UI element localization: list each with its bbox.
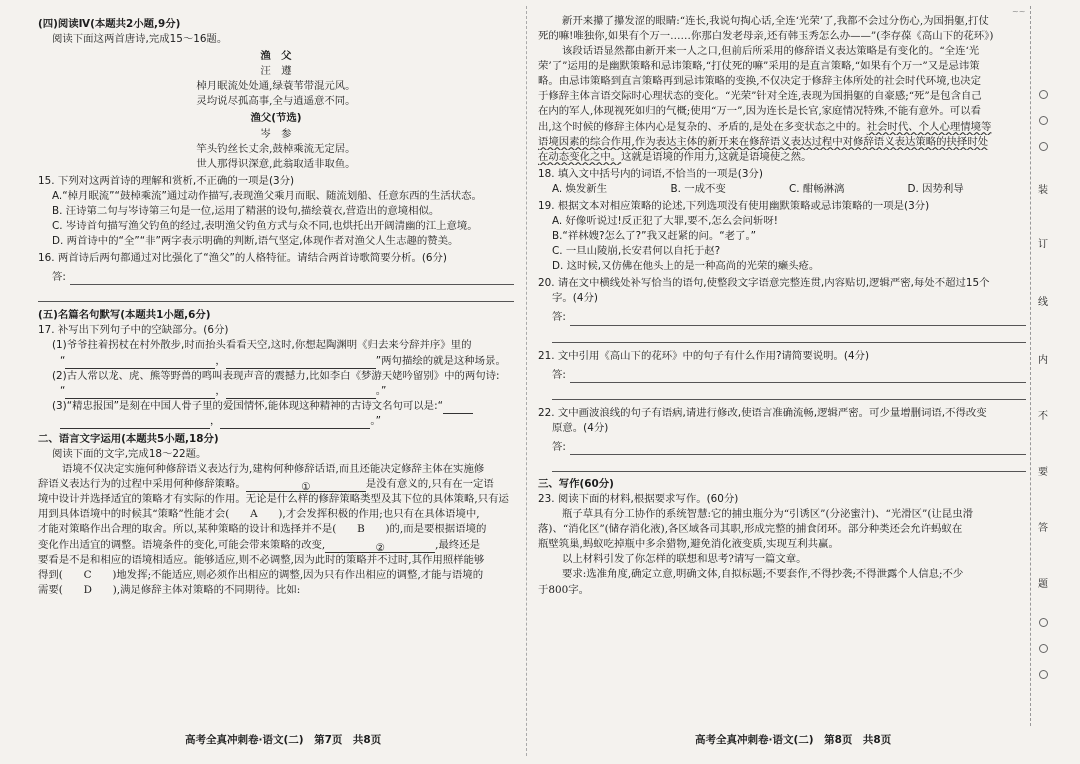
passage-line: 语境不仅决定实施何种修辞语义表达行为,建构何种修辞话语,而且还能决定修辞主体在实施修 xyxy=(62,463,485,476)
question-18-stem: 18. 填入文中括号内的词语,不恰当的一项是(3分) xyxy=(538,167,763,180)
binding-char: 内 xyxy=(1038,355,1048,366)
question-15-option-b: B. 汪诗第二句与岑诗第三句是一位,运用了精湛的设句,描绘蓑衣,营造出的意境相似。 xyxy=(52,204,440,217)
passage-line: 出,这个时候的修辞主体内心是复杂的、矛盾的,是处在多变状态之中的。社会时代、个人心理情境等 xyxy=(538,120,992,133)
writing-requirements-cont: 于800字。 xyxy=(538,583,590,596)
passage-line: 略。由忌讳策略到直言策略再到忌讳策略的变换,不仅决定于修辞主体所处的社会时代环境,也决定 xyxy=(538,75,982,88)
binding-char: 不 xyxy=(1038,411,1048,422)
section-2-title: 二、语言文字运用(本题共5小题,18分) xyxy=(38,432,219,445)
fill-blank[interactable] xyxy=(60,417,210,429)
fill-blank[interactable] xyxy=(226,387,376,399)
passage-line: 死的嘛!唯独你,如果有个万一……你那白发老母亲,还有韩玉秀怎么办——”(李存葆《高山下的花环》) xyxy=(538,30,994,43)
fill-blank[interactable] xyxy=(443,402,473,414)
question-22-answer-label: 答: xyxy=(552,440,566,453)
section-4-instruction: 阅读下面这两首唐诗,完成15～16题。 xyxy=(52,33,228,46)
poem-2-line-2: 世人那得识深意,此翁取适非取鱼。 xyxy=(196,157,356,170)
poem-2-line-1: 竿头钓丝长丈余,鼓棹乘流无定居。 xyxy=(196,142,356,155)
corner-scan-mark: ~~ xyxy=(1012,7,1026,16)
binding-char: 答 xyxy=(1038,523,1048,534)
question-16-stem: 16. 两首诗后两句都通过对比强化了“渔父”的人格特征。请结合两首诗歌简要分析。(6分) xyxy=(38,252,447,265)
passage-line: 才能对策略作出合理的取舍。所以,某种策略的设计和选择并不是( B )的,而是要根据语境的 xyxy=(38,523,487,536)
passage-line: 境中设计并选择适宜的策略才有实际的作用。无论是什么样的修辞策略类型及其下位的具体策略,只有运 xyxy=(38,493,509,506)
binding-hole-icon xyxy=(1035,90,1051,99)
question-15-stem: 15. 下列对这两首诗的理解和赏析,不正确的一项是(3分) xyxy=(38,174,295,187)
fill-blank[interactable] xyxy=(65,357,215,369)
question-18-option-a: A. 焕发新生 xyxy=(552,182,608,195)
question-21-answer-label: 答: xyxy=(552,368,566,381)
question-18-option-d: D. 因势利导 xyxy=(907,182,964,195)
binding-char: 题 xyxy=(1038,579,1048,590)
binding-hole-icon xyxy=(1035,618,1051,627)
poem-1-line-2: 灵均说尽孤高事,全与逍遥意不同。 xyxy=(196,95,356,108)
writing-material-line: 瓶子草具有分工协作的系统智慧:它的捕虫瓶分为“引诱区”(分泌蜜汁)、“光滑区”(让昆虫滑 xyxy=(562,508,973,521)
passage-blank-1[interactable]: ① xyxy=(246,480,366,492)
writing-material-line: 落)、“消化区”(储存消化液),各区域各司其职,形成完整的捕食闭环。部分种类还会允许蚂蚁在 xyxy=(538,523,963,536)
passage-line: 在内的军人,体现视死如归的气概;使用“万一”,因为连长是长官,家庭情况特殊,不能有意外。可以看 xyxy=(538,105,981,118)
writing-requirements: 要求:选准角度,确定立意,明确文体,自拟标题;不要套作,不得抄袭;不得泄露个人信息;不少 xyxy=(562,568,964,581)
question-20-stem-cont: 字。(4分) xyxy=(552,292,598,305)
passage-line: 用到具体语境中的时候其“策略”性能才会( A ),才会发挥积极的作用;也只有在具体语境中, xyxy=(38,508,480,521)
poem-1-title: 渔 父 xyxy=(260,50,292,63)
question-15-option-c: C. 岑诗首句描写渔父钓鱼的经过,表明渔父钓鱼方式与众不同,也烘托出开阔清幽的江上意境。 xyxy=(52,220,478,233)
answer-line[interactable] xyxy=(38,287,514,302)
section-2-instruction: 阅读下面的文字,完成18～22题。 xyxy=(52,448,207,461)
fill-blank[interactable] xyxy=(220,417,370,429)
binding-char: 要 xyxy=(1038,467,1048,478)
question-21-answer-row[interactable] xyxy=(538,368,1026,383)
question-22-stem-cont: 原意。(4分) xyxy=(552,421,609,434)
wavy-underlined-sentence: 语境因素的综合作用,作为表达主体的新开来在修辞语义表达过程中对修辞语义表达策略的抉择时处 xyxy=(538,135,989,148)
question-17-part-3: (3)“精忠报国”是刻在中国人骨子里的爱国情怀,能体现这种精神的古诗文名句可以是:“ xyxy=(38,399,514,414)
passage-line: 变化作出适宜的调整。语境条件的变化,可能会带来策略的改变, ② ,最终还是 xyxy=(38,538,481,553)
question-16-answer-row[interactable] xyxy=(38,270,514,285)
question-17-part-2: (2)古人常以龙、虎、熊等野兽的鸣叫表现声音的震撼力,比如李白《梦游天姥吟留别》中的两句诗: xyxy=(52,369,500,382)
wavy-underlined-sentence: 在动态变化之中。 xyxy=(538,150,622,163)
question-20-stem: 20. 请在文中横线处补写恰当的语句,使整段文字语意完整连贯,内容贴切,逻辑严密,每处不超过15个 xyxy=(538,277,990,290)
binding-hole-icon xyxy=(1035,644,1051,653)
answer-line[interactable] xyxy=(70,272,514,285)
poem-2-title: 渔父(节选) xyxy=(250,112,302,125)
passage-blank-2[interactable]: ② xyxy=(325,541,435,553)
passage-line: 辞语义表达行为的过程中采用何种修辞策略。 ① 是没有意义的,只有在一定语 xyxy=(38,478,494,493)
question-23-stem: 23. 阅读下面的材料,根据要求写作。(60分) xyxy=(538,493,739,506)
poem-2-author: 岑 参 xyxy=(260,127,292,140)
passage-line: 于修辞主体言语交际时心理状态的变化。“光荣”针对全连,表现为国捐躯的自豪感;“死”是包含自己 xyxy=(538,90,982,103)
binding-char: 装 xyxy=(1038,185,1048,196)
binding-char: 线 xyxy=(1038,297,1048,308)
question-22-stem: 22. 文中画波浪线的句子有语病,请进行修改,使语言准确流畅,逻辑严密。可少量增删词语,不得改变 xyxy=(538,406,987,419)
fill-blank[interactable] xyxy=(65,387,215,399)
question-19-option-d: D. 这时候,又仿佛在他头上的是一种高尚的光荣的癞头疮。 xyxy=(552,260,820,273)
question-21-stem: 21. 文中引用《高山下的花环》中的句子有什么作用?请简要说明。(4分) xyxy=(538,349,869,362)
poem-1-line-1: 棹月眠流处处通,绿蓑苇带混元风。 xyxy=(196,80,356,93)
section-4-title: (四)阅读Ⅳ(本题共2小题,9分) xyxy=(38,18,181,30)
page-divider xyxy=(526,6,527,756)
question-20-answer-row[interactable] xyxy=(538,310,1026,325)
question-22-answer-row[interactable] xyxy=(538,440,1026,455)
binding-hole-icon xyxy=(1035,142,1051,151)
question-17-part-2-blank[interactable]: “ ， 。” xyxy=(38,384,514,399)
question-19-option-b: B.“祥林嫂?怎么了?”我又赶紧的问。“老了。” xyxy=(552,230,757,243)
question-15-option-a: A.“棹月眠流”“鼓棹乘流”通过动作描写,表现渔父乘月而眠、随流划船、任意东西的生活状态。 xyxy=(52,189,482,202)
section-5-title: (五)名篇名句默写(本题共1小题,6分) xyxy=(38,309,211,322)
question-18-option-b: B. 一成不变 xyxy=(670,182,726,195)
left-page xyxy=(38,14,514,598)
question-15-option-d: D. 两首诗中的“全”“非”两字表示明确的判断,语气坚定,体现作者对渔父人生志趣的赞美。 xyxy=(52,235,459,248)
passage-line: 得到( C )地发挥;不能适应,则必须作出相应的调整,因为只有作出相应的调整,才能与语境的 xyxy=(38,568,484,581)
wavy-underlined-sentence: 社会时代、个人心理情境等 xyxy=(866,120,992,133)
question-18-option-c: C. 酣畅淋漓 xyxy=(789,182,845,195)
passage-line: 荣’了”运用的是幽默策略和忌讳策略,“打仗死的嘛”采用的是直言策略,“如果有个万一”又是忌讳策 xyxy=(538,60,980,73)
left-page-footer: 高考全真冲刺卷·语文(二) 第7页 共8页 xyxy=(185,734,382,746)
binding-hole-icon xyxy=(1035,670,1051,679)
fill-blank[interactable] xyxy=(226,357,376,369)
writing-material-line: 瓶壁筑巢,蚂蚁吃掉瓶中多余猎物,避免消化液变质,实现互利共赢。 xyxy=(538,538,839,551)
question-19-option-a: A. 好像听说过!反正犯了大罪,要不,怎么会问斩呀! xyxy=(552,215,778,228)
right-page xyxy=(538,14,1026,598)
passage-line: 该段话语显然都由新开来一人之口,但前后所采用的修辞语义表达策略是有变化的。“全连‘光 xyxy=(562,45,980,58)
answer-line[interactable] xyxy=(570,313,1026,326)
binding-char: 订 xyxy=(1038,239,1048,250)
passage-line: 要看是不是和相应的语境相适应。能够适应,则不必调整,因为此时的策略并不过时,其作用照样能够 xyxy=(38,553,485,566)
section-3-title: 三、写作(60分) xyxy=(538,477,614,490)
answer-line[interactable] xyxy=(552,385,1026,400)
question-18-options xyxy=(538,182,1026,197)
passage-line xyxy=(538,135,1026,150)
passage-line: 需要( D ),满足修辞主体对策略的不同期待。比如: xyxy=(38,583,301,596)
question-19-option-c: C. 一旦山陵崩,长安君何以自托于赵? xyxy=(552,245,721,258)
answer-line[interactable] xyxy=(570,370,1026,383)
question-19-stem: 19. 根据文本对相应策略的论述,下列选项没有使用幽默策略或忌讳策略的一项是(3分) xyxy=(538,199,930,212)
passage-line: 在动态变化之中。这就是语境的作用力,这就是语境使之然。 xyxy=(538,150,812,163)
question-16-answer-label: 答: xyxy=(52,271,66,284)
answer-line[interactable] xyxy=(552,328,1026,343)
binding-strip xyxy=(1030,6,1053,726)
passage-line: 新开来攥了攥发涩的眼睛:“连长,我说句掏心话,全连‘光荣’了,我都不会过分伤心,为国捐躯,打仗 xyxy=(562,15,989,27)
writing-prompt: 以上材料引发了你怎样的联想和思考?请写一篇文章。 xyxy=(562,553,807,566)
binding-hole-icon xyxy=(1035,116,1051,125)
answer-line[interactable] xyxy=(570,442,1026,455)
poem-1-author: 汪 遵 xyxy=(260,65,292,78)
right-page-footer: 高考全真冲刺卷·语文(二) 第8页 共8页 xyxy=(695,734,892,746)
question-17-part-3-blank[interactable]: ， 。” xyxy=(38,414,514,429)
question-17-part-1-blank[interactable]: “ ， ”两句描绘的就是这种场景。 xyxy=(38,354,514,369)
question-17-part-1: (1)爷爷拄着拐杖在村外散步,时而抬头看看天空,这时,你想起陶渊明《归去来兮辞并序》里的 xyxy=(52,339,472,352)
answer-line[interactable] xyxy=(552,457,1026,472)
question-17-stem: 17. 补写出下列句子中的空缺部分。(6分) xyxy=(38,324,229,337)
question-20-answer-label: 答: xyxy=(552,311,566,324)
